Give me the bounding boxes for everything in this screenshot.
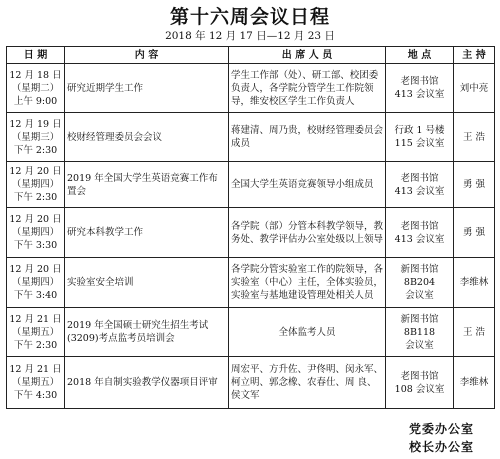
table-header-row (7, 47, 495, 64)
location-room: 115 会议室 (394, 138, 445, 149)
meeting-host: 李维林 (454, 357, 495, 409)
meeting-location (386, 308, 454, 357)
meeting-content: 研究本科教学工作 (65, 208, 229, 258)
location-building: 老图书馆 (400, 76, 439, 87)
location-room: 413 会议室 (394, 233, 445, 245)
table-row (7, 357, 495, 409)
date-day: 12 月 21 日 (9, 313, 62, 325)
meeting-content: 2019 年全国硕士研究生招生考试(3209)考点监考员培训会 (65, 308, 229, 357)
table-row (7, 64, 495, 113)
meeting-content: 实验室安全培训 (65, 258, 229, 308)
meeting-host: 李维林 (454, 258, 495, 308)
date-weekday: （星期三） (11, 131, 60, 143)
location-room-suffix: 会议室 (405, 290, 434, 301)
meeting-attendees: 全体监考人员 (229, 308, 386, 357)
table-row (7, 113, 495, 162)
meeting-date (7, 208, 65, 258)
date-day: 12 月 19 日 (9, 118, 62, 130)
meeting-date (7, 357, 65, 409)
meeting-location (386, 113, 454, 162)
table-row (7, 208, 495, 258)
location-building: 老图书馆 (400, 220, 439, 232)
location-room: 8B204 (403, 277, 436, 288)
location-room: 8B118 (403, 326, 436, 338)
table-row (7, 308, 495, 357)
meeting-location (386, 208, 454, 258)
date-weekday: （星期二） (11, 82, 60, 94)
meeting-attendees: 周宏平、方升佐、尹佟明、闵永军、柯立明、郭念橡、农春仕、周 良、侯文军 (229, 357, 386, 409)
meeting-host: 刘中亮 (454, 64, 495, 113)
table-row (7, 258, 495, 308)
header-date: 日 期 (7, 47, 65, 64)
meeting-attendees: 全国大学生英语竞赛领导小组成员 (229, 162, 386, 208)
table-row (7, 162, 495, 208)
meeting-host: 王 浩 (454, 308, 495, 357)
meeting-date (7, 258, 65, 308)
location-building: 新图书馆 (400, 313, 439, 325)
location-room: 108 会议室 (394, 383, 445, 395)
date-day: 12 月 20 日 (9, 166, 62, 177)
location-room: 413 会议室 (394, 185, 445, 197)
location-building: 老图书馆 (400, 370, 439, 382)
date-time: 下午 2:30 (13, 192, 58, 203)
date-weekday: （星期五） (11, 326, 60, 338)
location-building: 新图书馆 (400, 264, 439, 275)
meeting-attendees: 蒋建清、周乃贵，校财经管理委员会成员 (229, 113, 386, 162)
location-building: 老图书馆 (400, 172, 439, 184)
date-day: 12 月 20 日 (9, 264, 62, 275)
date-range: 2018 年 12 月 17 日—12 月 23 日 (165, 30, 335, 42)
date-time: 下午 2:30 (13, 144, 58, 156)
date-day: 12 月 20 日 (9, 214, 62, 225)
header-content: 内 容 (65, 47, 229, 64)
meeting-content: 研究近期学生工作 (65, 64, 229, 113)
meeting-host: 勇 强 (454, 208, 495, 258)
meeting-location (386, 64, 454, 113)
date-time: 下午 3:40 (13, 290, 58, 301)
date-time: 下午 4:30 (13, 390, 58, 401)
date-time: 下午 3:30 (13, 240, 58, 251)
date-weekday: （星期四） (11, 277, 60, 288)
date-time: 上午 9:00 (13, 95, 58, 107)
meeting-location (386, 357, 454, 409)
location-room: 413 会议室 (394, 89, 445, 100)
meeting-attendees: 各学院分管实验室工作的院领导，各实验室（中心）主任，全体实验员，实验室与基地建设管理处相关人员 (229, 258, 386, 308)
meeting-date (7, 308, 65, 357)
location-room-suffix: 会议室 (405, 339, 434, 351)
meeting-attendees: 学生工作部（处）、研工部、校团委负责人，各学院分管学生工作院领导，维安校区学生工作负责人 (229, 64, 386, 113)
meeting-location (386, 162, 454, 208)
meeting-content: 2018 年自制实验教学仪器项目评审 (65, 357, 229, 409)
location-building: 行政 1 号楼 (394, 125, 445, 136)
signature-president-office: 校长办公室 (408, 440, 474, 454)
meeting-date (7, 64, 65, 113)
meeting-attendees: 各学院（部）分管本科教学领导，教务处、教学评估办公室处级以上领导 (229, 208, 386, 258)
date-weekday: （星期四） (11, 179, 60, 190)
date-day: 12 月 18 日 (9, 69, 62, 81)
meeting-host: 勇 强 (454, 162, 495, 208)
meeting-date (7, 162, 65, 208)
date-day: 12 月 21 日 (9, 364, 62, 375)
meeting-location (386, 258, 454, 308)
header-place: 地 点 (386, 47, 454, 64)
date-weekday: （星期四） (11, 227, 60, 238)
meeting-date (7, 113, 65, 162)
header-host: 主 持 (454, 47, 495, 64)
meeting-content: 2019 年全国大学生英语竞赛工作布置会 (65, 162, 229, 208)
meeting-content: 校财经管理委员会会议 (65, 113, 229, 162)
date-time: 下午 2:30 (13, 339, 58, 351)
date-weekday: （星期五） (11, 377, 60, 388)
page-title: 第十六周会议日程 (169, 6, 330, 28)
meeting-host: 王 浩 (454, 113, 495, 162)
schedule-table (6, 46, 495, 409)
header-people: 出 席 人 员 (229, 47, 386, 64)
signature-party-office: 党委办公室 (408, 422, 474, 436)
